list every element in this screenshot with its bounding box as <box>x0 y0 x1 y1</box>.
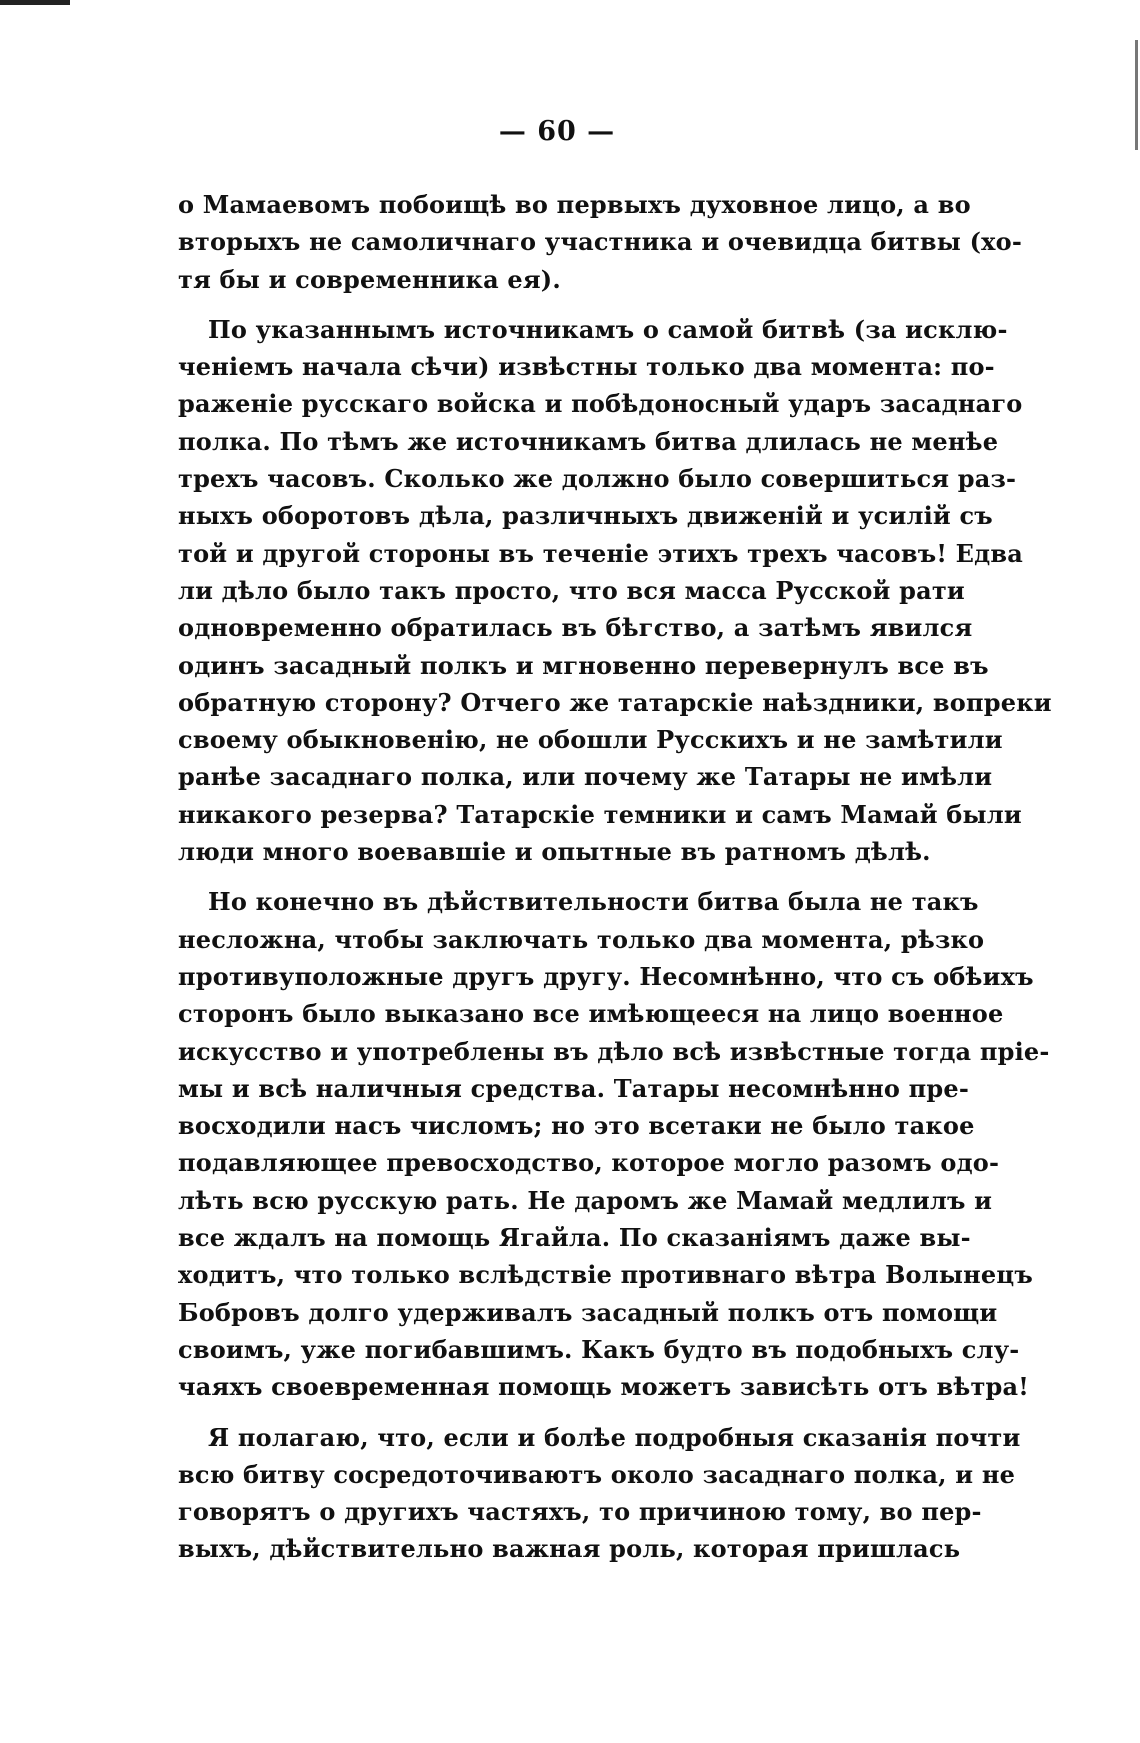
scan-edge-mark <box>0 0 70 5</box>
paragraph-gap <box>178 1406 936 1419</box>
text-line: раженіе русскаго войска и побѣдоносный ударъ засаднаго <box>178 389 1023 419</box>
text-line: всю битву сосредоточиваютъ около засаднаго полка, и не <box>178 1459 1016 1489</box>
text-line: По указаннымъ источникамъ о самой битвѣ (за исклю- <box>208 314 1008 344</box>
paragraph <box>178 311 1052 870</box>
paragraph-gap <box>178 298 936 311</box>
text-line: тя бы и современника ея). <box>178 264 561 294</box>
text-line: никакого резерва? Татарскіе темники и самъ Мамай были <box>178 799 1022 829</box>
paragraph <box>178 186 1023 298</box>
text-line: о Мамаевомъ побоищѣ во первыхъ духовное лицо, а во <box>178 190 971 219</box>
text-line: несложна, чтобы заключать только два момента, рѣзко <box>178 924 985 954</box>
text-line: ли дѣло было такъ просто, что вся масса Русской рати <box>178 575 965 605</box>
text-line: своимъ, уже погибавшимъ. Какъ будто въ подобныхъ слу- <box>178 1334 1020 1364</box>
text-line: той и другой стороны въ теченіе этихъ трехъ часовъ! Едва <box>178 538 1023 568</box>
text-line: одновременно обратилась въ бѣгство, а затѣмъ явился <box>178 613 973 643</box>
text-line: лѣть всю русскую рать. Не даромъ же Мамай медлилъ и <box>178 1185 993 1215</box>
paragraph <box>178 1419 1021 1568</box>
text-line: трехъ часовъ. Сколько же должно было совершиться раз- <box>178 464 1017 494</box>
page-number: — 60 — <box>498 116 616 147</box>
text-line: подавляющее превосходство, которое могло разомъ одо- <box>178 1148 1000 1178</box>
text-line: ныхъ оборотовъ дѣла, различныхъ движеній и усилій съ <box>178 501 993 531</box>
text-line: своему обыкновенію, не обошли Русскихъ и не замѣтили <box>178 725 1003 755</box>
text-line: полка. По тѣмъ же источникамъ битва длилась не менѣе <box>178 426 999 456</box>
text-line: ранѣе засаднаго полка, или почему же Татары не имѣли <box>178 762 993 792</box>
text-line: выхъ, дѣйствительно важная роль, которая пришлась <box>178 1534 961 1564</box>
text-line: люди много воевавшіе и опытные въ ратномъ дѣлѣ. <box>178 837 931 867</box>
text-line: Я полагаю, что, если и болѣе подробныя сказанія почти <box>208 1422 1021 1452</box>
page-text <box>178 186 1052 1568</box>
text-line: мы и всѣ наличныя средства. Татары несомнѣнно пре- <box>178 1073 969 1103</box>
text-line: Бобровъ долго удерживалъ засадный полкъ отъ помощи <box>178 1297 998 1327</box>
text-line: сторонъ было выказано все имѣющееся на лицо военное <box>178 999 1004 1029</box>
paragraph-gap <box>178 870 936 883</box>
text-line: все ждалъ на помощь Ягайла. По сказаніямъ даже вы- <box>178 1223 971 1253</box>
book-page <box>178 108 1052 1568</box>
text-line: одинъ засадный полкъ и мгновенно перевернулъ все въ <box>178 650 989 680</box>
text-line: ченіемъ начала сѣчи) извѣстны только два момента: по- <box>178 352 995 382</box>
text-line: вторыхъ не самоличнаго участника и очевидца битвы (хо- <box>178 227 1023 257</box>
scan-edge-shadow <box>1135 40 1138 150</box>
text-line: обратную сторону? Отчего же татарскіе наѣздники, вопреки <box>178 687 1052 717</box>
text-line: говорятъ о другихъ частяхъ, то причиною тому, во пер- <box>178 1497 982 1527</box>
text-line: восходили насъ числомъ; но это всетаки не было такое <box>178 1111 975 1141</box>
paragraph <box>178 883 1050 1405</box>
text-line: чаяхъ своевременная помощь можетъ зависѣть отъ вѣтра! <box>178 1372 1030 1402</box>
text-line: искусство и употреблены въ дѣло всѣ извѣстные тогда пріе- <box>178 1036 1050 1066</box>
text-line: противуположные другъ другу. Несомнѣнно, что съ обѣихъ <box>178 961 1034 991</box>
text-line: ходитъ, что только вслѣдствіе противнаго вѣтра Волынецъ <box>178 1260 1033 1290</box>
text-line: Но конечно въ дѣйствительности битва была не такъ <box>208 887 979 917</box>
